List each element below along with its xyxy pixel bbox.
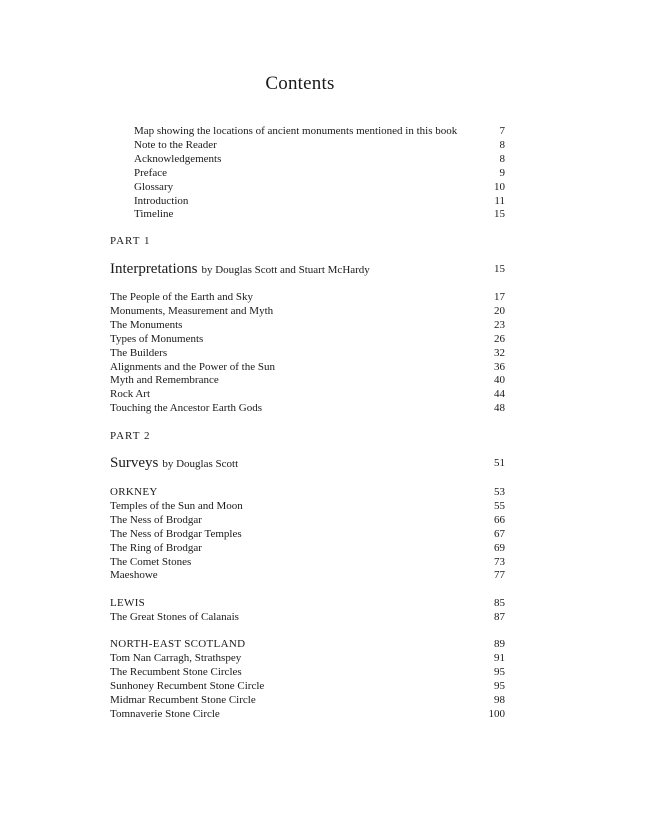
- toc-entry-label: The Builders: [110, 346, 168, 359]
- toc-entry-page: 32: [494, 346, 505, 359]
- toc-entry-label: Maeshowe: [110, 569, 158, 582]
- toc-entry[interactable]: [110, 610, 505, 624]
- toc-entry-page: 87: [494, 610, 505, 623]
- toc-entry-label: Tom Nan Carragh, Strathspey: [110, 651, 242, 664]
- part2-title: Surveys: [110, 455, 159, 471]
- toc-entry-label: The Great Stones of Calanais: [110, 610, 239, 623]
- toc-entry-label: The People of the Earth and Sky: [110, 291, 253, 303]
- toc-entry-label: Midmar Recumbent Stone Circle: [110, 693, 256, 706]
- part2-label: PART 2: [110, 430, 151, 442]
- toc-entry[interactable]: [134, 152, 505, 166]
- toc-entry-label: Touching the Ancestor Earth Gods: [110, 402, 262, 415]
- toc-entry-label: Sunhoney Recumbent Stone Circle: [110, 679, 265, 692]
- toc-entry-label: Rock Art: [110, 388, 151, 401]
- toc-entry-page: 10: [494, 180, 505, 193]
- toc-entry-page: 9: [499, 166, 505, 179]
- toc-entry-page: 69: [494, 541, 505, 554]
- toc-entry[interactable]: [110, 290, 505, 304]
- toc-entry-label: The Comet Stones: [110, 555, 192, 568]
- toc-entry-label: Alignments and the Power of the Sun: [110, 360, 275, 373]
- toc-entry-label: Types of Monuments: [110, 332, 204, 345]
- toc-entry-label: Note to the Reader: [134, 138, 217, 151]
- toc-entry[interactable]: [134, 207, 505, 221]
- toc-entry-label: The Ness of Brodgar Temples: [110, 527, 242, 540]
- part2-heading[interactable]: [110, 453, 505, 473]
- toc-entry[interactable]: [134, 194, 505, 208]
- toc-entry-page: 44: [494, 388, 505, 401]
- toc-entry-page: 73: [494, 555, 505, 568]
- toc-entry-page: 20: [494, 304, 505, 317]
- toc-entry-label: Glossary: [134, 180, 174, 193]
- toc-entry-label: The Ring of Brodgar: [110, 541, 202, 554]
- toc-entry-label: Timeline: [134, 208, 174, 221]
- toc-entry-label: Preface: [134, 166, 167, 179]
- toc-entry[interactable]: [110, 401, 505, 415]
- toc-entry[interactable]: [110, 541, 505, 555]
- toc-entry-page: 89: [494, 638, 505, 650]
- toc-entry-page: 85: [494, 597, 505, 609]
- toc-entry-page: 67: [494, 527, 505, 540]
- toc-entry[interactable]: [110, 304, 505, 318]
- toc-entry-page: 100: [488, 707, 505, 720]
- toc-entry-page: 77: [494, 569, 505, 582]
- toc-entry-label: Introduction: [134, 194, 189, 207]
- toc-entry-label: The Ness of Brodgar: [110, 513, 202, 526]
- toc-entry-label: Temples of the Sun and Moon: [110, 499, 243, 512]
- toc-entry-page: 23: [494, 318, 505, 331]
- toc-entry-label: ORKNEY: [110, 486, 158, 498]
- toc-entry[interactable]: [110, 679, 505, 693]
- toc-entry[interactable]: [134, 166, 505, 180]
- toc-entry-page: 36: [494, 360, 505, 373]
- toc-entry[interactable]: [110, 387, 505, 401]
- toc-entry-label: Map showing the locations of ancient monuments mentioned in this book: [134, 125, 458, 137]
- toc-entry[interactable]: [110, 346, 505, 360]
- toc-entry-label: Monuments, Measurement and Myth: [110, 304, 274, 317]
- toc-entry-label: LEWIS: [110, 597, 146, 609]
- toc-entry-page: 95: [494, 679, 505, 692]
- toc-entry-page: 17: [494, 291, 505, 303]
- toc-entry[interactable]: [134, 138, 505, 152]
- part1-byline: by Douglas Scott and Stuart McHardy: [201, 264, 370, 276]
- toc-entry[interactable]: [110, 693, 505, 707]
- toc-entry-page: 66: [494, 513, 505, 526]
- toc-entry-label: Myth and Remembrance: [110, 374, 219, 387]
- toc-entry-label: Tomnaverie Stone Circle: [110, 707, 220, 720]
- toc-entry-page: 98: [494, 693, 505, 706]
- toc-section-heading[interactable]: [110, 637, 505, 651]
- part1-title: Interpretations: [110, 261, 198, 277]
- toc-entry[interactable]: [110, 527, 505, 541]
- toc-entry-page: 15: [494, 208, 505, 221]
- toc-section-heading[interactable]: [110, 596, 505, 610]
- toc-entry[interactable]: [110, 665, 505, 679]
- part1-label: PART 1: [110, 235, 151, 247]
- toc-entry[interactable]: [110, 555, 505, 569]
- part1-heading[interactable]: [110, 259, 505, 279]
- toc-entry[interactable]: [134, 180, 505, 194]
- toc-entry-page: 8: [499, 138, 505, 151]
- toc-section-heading[interactable]: [110, 485, 505, 499]
- toc-entry-page: 26: [494, 332, 505, 345]
- toc-entry-page: 53: [494, 486, 505, 498]
- toc-entry[interactable]: [110, 707, 505, 721]
- toc-entry-page: 55: [494, 499, 505, 512]
- toc-entry-label: NORTH-EAST SCOTLAND: [110, 638, 246, 650]
- toc-entry-page: 11: [494, 194, 505, 207]
- part2-byline: by Douglas Scott: [162, 458, 239, 470]
- toc-entry[interactable]: [110, 360, 505, 374]
- page-title: Contents: [265, 73, 335, 94]
- toc-entry-label: Acknowledgements: [134, 152, 222, 165]
- part2-page: 51: [494, 457, 505, 469]
- toc-entry-page: 95: [494, 665, 505, 678]
- part1-page: 15: [494, 263, 505, 275]
- toc-entry-page: 91: [494, 651, 505, 664]
- toc-entry-page: 48: [494, 402, 505, 415]
- toc-entry[interactable]: [110, 318, 505, 332]
- toc-entry-label: The Monuments: [110, 318, 183, 331]
- toc-entry[interactable]: [134, 124, 505, 138]
- toc-entry-label: The Recumbent Stone Circles: [110, 665, 242, 678]
- toc-entry-page: 7: [499, 125, 505, 137]
- toc-entry[interactable]: [110, 513, 505, 527]
- toc-entry-page: 40: [494, 374, 505, 387]
- toc-entry[interactable]: [110, 651, 505, 665]
- toc-entry[interactable]: [110, 568, 505, 582]
- toc-entry-page: 8: [499, 152, 505, 165]
- toc-entry[interactable]: [110, 499, 505, 513]
- toc-entry[interactable]: [110, 332, 505, 346]
- toc-entry[interactable]: [110, 373, 505, 387]
